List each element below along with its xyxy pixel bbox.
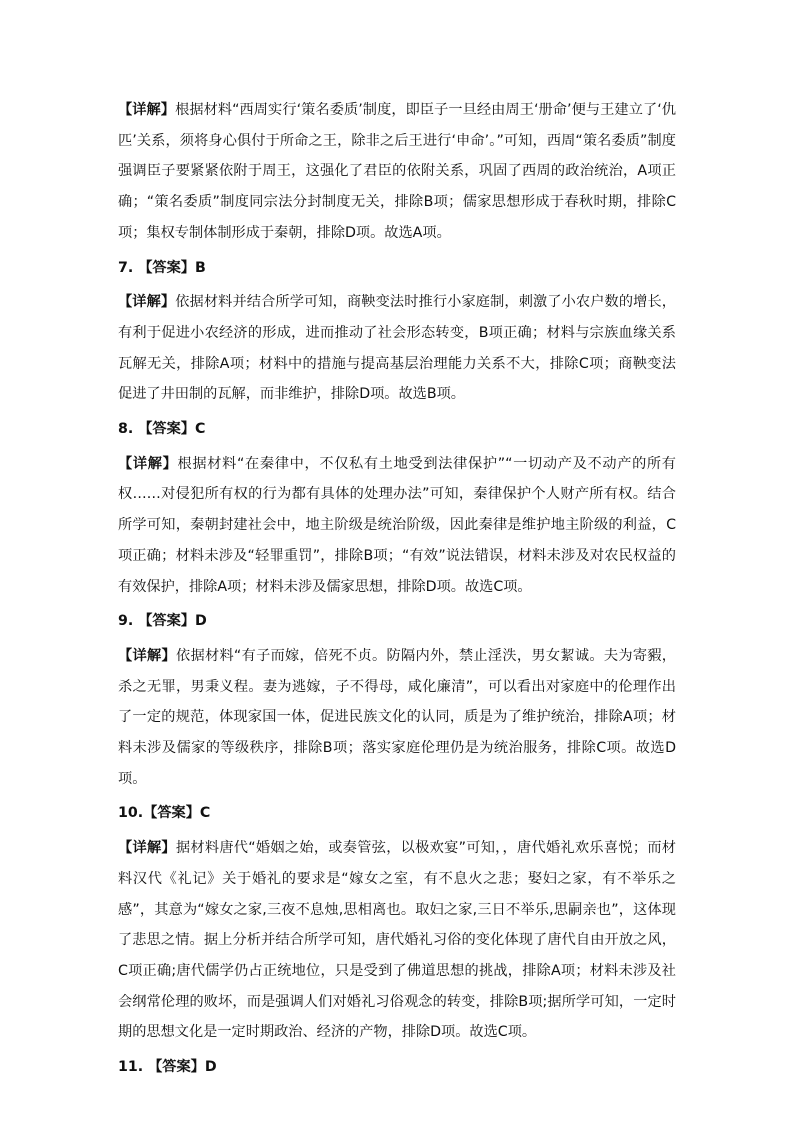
explanation-text: 依据材料并结合所学可知，商鞅变法时推行小家庭制，刺激了小农户数的增长，有利于促进小农经济的形成，进而推动了社会形态转变，B项正确；材料与宗族血缘关系瓦解无关，排除A项；材料中的措施与提高基层治理能力关系不大，排除C项；商鞅变法促进了井田制的瓦解，而非维护，排除D项。故选B项。 (118, 294, 676, 403)
answer-letter: D (194, 613, 207, 630)
question-number: 10. (118, 805, 144, 822)
question-number: 7. (118, 259, 134, 276)
answer-letter: C (199, 805, 211, 822)
explanation-paragraph (118, 833, 676, 1048)
answer-letter: D (204, 1059, 217, 1076)
answer-line (118, 253, 676, 284)
explanation-text: 根据材料“在秦律中，不仅私有土地受到法律保护”“一切动产及不动产的所有权……对侵犯所有权的行为都有具体的处理办法”可知，秦律保护个人财产所有权。结合所学可知，秦朝封建社会中，地主阶级是统治阶级，因此秦律是维护地主阶级的利益，C项正确；材料未涉及“轻罪重罚”，排除B项；“有效”说法错误，材料未涉及对农民权益的有效保护，排除A项；材料未涉及儒家思想，排除D项。故选C项。 (118, 455, 676, 595)
answer-line (118, 414, 676, 445)
explanation-text: 依据材料“有子而嫁，倍死不贞。防隔内外，禁止淫泆，男女絜诚。夫为寄豭，杀之无罪，男秉义程。妻为逃嫁，子不得母，咸化廉清”，可以看出对家庭中的伦理作出了一定的规范，体现家国一体，促进民族文化的认同，质是为了维护统治，排除A项；材料未涉及儒家的等级秩序，排除B项；落实家庭伦理仍是为统治服务，排除C项。故选D项。 (118, 647, 676, 787)
answer-line (118, 798, 676, 829)
explanation-text: 据材料唐代“婚姻之始，或奏管弦，以极欢宴”可知，，唐代婚礼欢乐喜悦；而材料汉代《礼记》关于婚礼的要求是“嫁女之室，有不息火之悲；娶妇之家，有不举乐之感”，其意为“嫁女之家,三夜不息烛,思相离也。取妇之家,三日不举乐,思嗣亲也”，这体现了悲思之情。据上分析并结合所学可知，唐代婚礼习俗的变化体现了唐代自由开放之风，C项正确;唐代儒学仍占正统地位，只是受到了佛道思想的挑战，排除A项；材料未涉及社会纲常伦理的败坏，而是强调人们对婚礼习俗观念的转变，排除B项;据所学可知，一定时期的思想文化是一定时期政治、经济的产物，排除D项。故选C项。 (118, 840, 676, 1041)
answer-letter: C (194, 421, 206, 438)
answer-line (118, 606, 676, 637)
question-number: 9. (118, 613, 134, 630)
answer-letter: B (194, 259, 206, 276)
explanation-text: 根据材料“西周实行‘策名委质’制度，即臣子一旦经由周王‘册命’便与王建立了‘仇匹’关系，须将身心俱付于所命之王，除非之后王进行‘申命’。”可知，西周“策名委质”制度强调臣子要紧紧依附于周王，这强化了君臣的依附关系，巩固了西周的政治统治，A项正确；“策名委质”制度同宗法分封制度无关，排除B项；儒家思想形成于春秋时期，排除C项；集权专制体制形成于秦朝，排除D项。故选A项。 (118, 102, 676, 241)
answer-label: 【答案】 (143, 805, 200, 822)
answer-label: 【答案】 (138, 421, 195, 438)
explanation-tag: 【详解】 (118, 647, 176, 664)
explanation-tag: 【详解】 (118, 294, 176, 311)
answer-label: 【答案】 (148, 1059, 205, 1076)
explanation-paragraph (118, 287, 676, 410)
explanation-paragraph (118, 641, 676, 795)
question-number: 11. (118, 1059, 144, 1076)
explanation-tag: 【详解】 (118, 455, 178, 472)
explanation-paragraph (118, 95, 676, 249)
explanation-paragraph (118, 449, 676, 603)
question-number: 8. (118, 421, 134, 438)
answer-line (118, 1052, 676, 1083)
answer-label: 【答案】 (138, 259, 195, 276)
explanation-tag: 【详解】 (118, 840, 176, 857)
answer-label: 【答案】 (138, 613, 195, 630)
explanation-tag: 【详解】 (118, 102, 176, 118)
